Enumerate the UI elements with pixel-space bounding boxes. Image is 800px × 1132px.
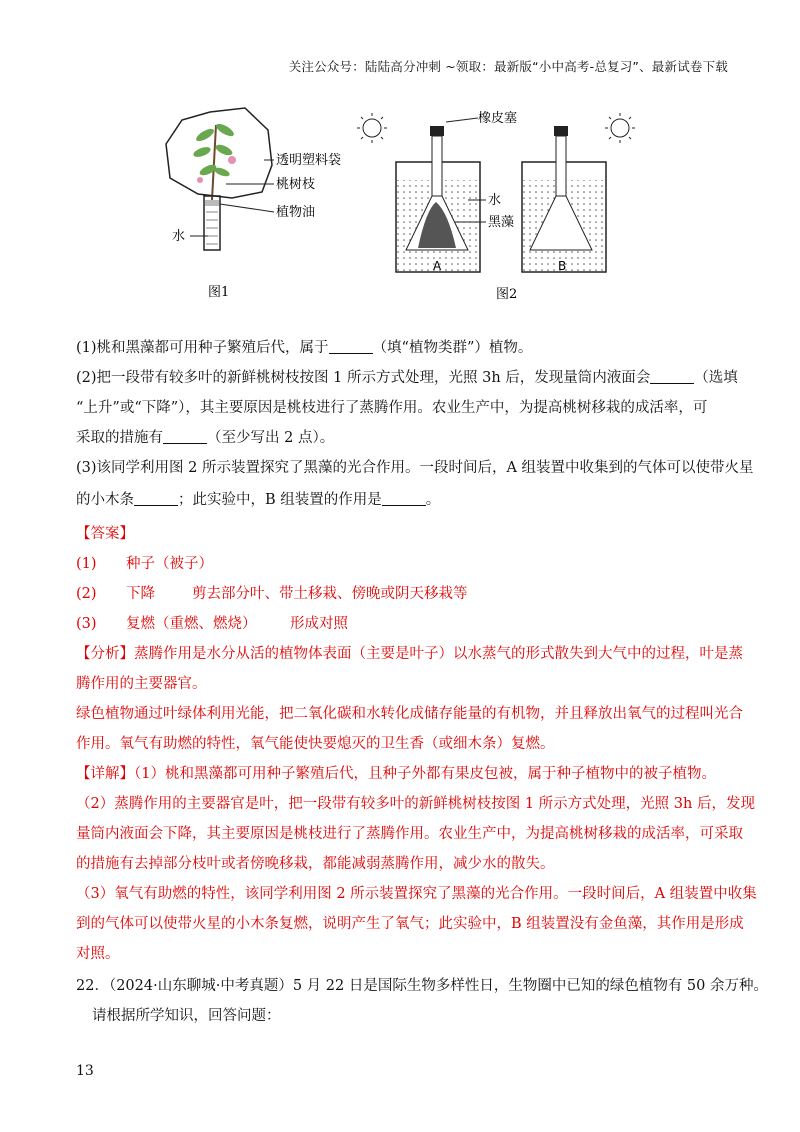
q2-measures-end: （至少写出 2 点）。 — [207, 430, 335, 446]
q1-text-end: （填“植物类群”）植物。 — [372, 340, 533, 356]
fig1-label-water: 水 — [172, 229, 186, 244]
figure-1 — [166, 108, 341, 300]
answer-item: 复燃（重燃、燃烧） — [126, 616, 257, 632]
analysis-line: 作用。氧气有助燃的特性，氧气能使快要熄灭的卫生香（或细木条）复燃。 — [76, 736, 555, 752]
fig1-label-branch: 桃树枝 — [276, 177, 316, 192]
fig1-label-oil: 植物油 — [276, 205, 316, 220]
answer-row-3 — [76, 614, 734, 634]
answer-row-2 — [76, 584, 734, 604]
answer-blank — [650, 369, 694, 384]
q2-text: (2)把一段带有较多叶的新鲜桃树枝按图 1 所示方式处理，光照 3h 后，发现量筒内液面会 — [76, 370, 651, 386]
detail-line: 对照。 — [76, 946, 120, 962]
fig1-label-bag: 透明塑料袋 — [276, 153, 342, 168]
q1-text: (1)桃和黑藻都可用种子繁殖后代，属于 — [76, 340, 329, 356]
answer-blank — [382, 491, 426, 506]
question-2-line-2: “上升”或“下降”），其主要原因是桃枝进行了蒸腾作用。农业生产中，为提高桃树移栽的成活率，可 — [76, 400, 708, 416]
sun-icon — [605, 113, 635, 143]
detail-line: 量筒内液面会下降，其主要原因是桃枝进行了蒸腾作用。农业生产中，为提高桃树移栽的成活率，可采取 — [76, 826, 743, 842]
answer-blank — [163, 429, 207, 444]
fig1-caption: 图1 — [208, 285, 230, 300]
answer-num: (2) — [76, 586, 97, 602]
question-1 — [76, 338, 734, 358]
detail-line: （3）氧气有助燃的特性，该同学利用图 2 所示装置探究了黑藻的光合作用。一段时间后，A 组装置中收集 — [76, 886, 757, 902]
answer-item: 下降 — [126, 586, 155, 602]
q3-text: 的小木条 — [76, 492, 134, 508]
analysis-line: 【分析】蒸腾作用是水分从活的植物体表面（主要是叶子）以水蒸气的形式散失到大气中的过程，叶是蒸 — [76, 646, 743, 662]
answer-item: 剪去部分叶、带土移栽、傍晚或阴天移栽等 — [192, 586, 468, 602]
fig2-label-algae: 黑藻 — [488, 215, 515, 230]
answer-item: 种子（被子） — [126, 556, 213, 572]
fig2-label-water: 水 — [488, 193, 502, 208]
question-3-line-2 — [76, 490, 734, 510]
fig2-sub-b: B — [558, 259, 567, 273]
fig2-sub-a: A — [433, 259, 442, 273]
q3-text-mid: ；此实验中，B 组装置的作用是 — [178, 492, 382, 508]
q2-measures: 采取的措施有 — [76, 430, 163, 446]
sun-icon — [357, 113, 387, 143]
detail-line: 的措施有去掉部分枝叶或者傍晚移栽，都能减弱蒸腾作用，减少水的散失。 — [76, 856, 555, 872]
page-header: 关注公众号：陆陆高分冲刺 ~领取：最新版“小中高考-总复习”、最新试卷下载 — [288, 59, 728, 74]
answer-blank — [329, 339, 373, 354]
q3-text-end: 。 — [425, 492, 441, 508]
question-22-prompt: 请根据所学知识，回答问题： — [92, 1008, 281, 1024]
question-2-line-1 — [76, 368, 738, 388]
detail-line: （2）蒸腾作用的主要器官是叶，把一段带有较多叶的新鲜桃树枝按图 1 所示方式处理，光照 3h 后，发现 — [76, 796, 755, 812]
q2-text-tail: （选填 — [694, 370, 738, 386]
answer-num: (3) — [76, 616, 97, 632]
answer-title: 【答案】 — [76, 526, 134, 542]
question-22: 22．（2024·山东聊城·中考真题）5 月 22 日是国际生物多样性日，生物圈中已知的绿色植物有 50 余万种。 — [76, 978, 768, 994]
detail-line: 到的气体可以使带火星的小木条复燃，说明产生了氧气；此实验中，B 组装置没有金鱼藻，其作用是形成 — [76, 916, 744, 932]
question-2-line-3 — [76, 428, 734, 448]
fig2-label-stopper: 橡皮塞 — [478, 111, 518, 126]
answer-num: (1) — [76, 556, 97, 572]
detail-line: 【详解】（1）桃和黑藻都可用种子繁殖后代，且种子外都有果皮包被，属于种子植物中的被子植物。 — [76, 766, 716, 782]
fig2-caption: 图2 — [496, 287, 518, 302]
analysis-line: 绿色植物通过叶绿体利用光能，把二氧化碳和水转化成储存能量的有机物，并且释放出氧气的过程叫光合 — [76, 706, 743, 722]
experiment-figures — [150, 100, 670, 310]
figure-2 — [357, 110, 635, 302]
answer-blank — [134, 491, 178, 506]
answer-item: 形成对照 — [290, 616, 348, 632]
page-number: 13 — [76, 1063, 94, 1079]
answer-row-1 — [76, 554, 734, 574]
question-3-line-1: (3)该同学利用图 2 所示装置探究了黑藻的光合作用。一段时间后，A 组装置中收集到的气体可以使带火星 — [76, 460, 754, 476]
analysis-line: 腾作用的主要器官。 — [76, 676, 207, 692]
